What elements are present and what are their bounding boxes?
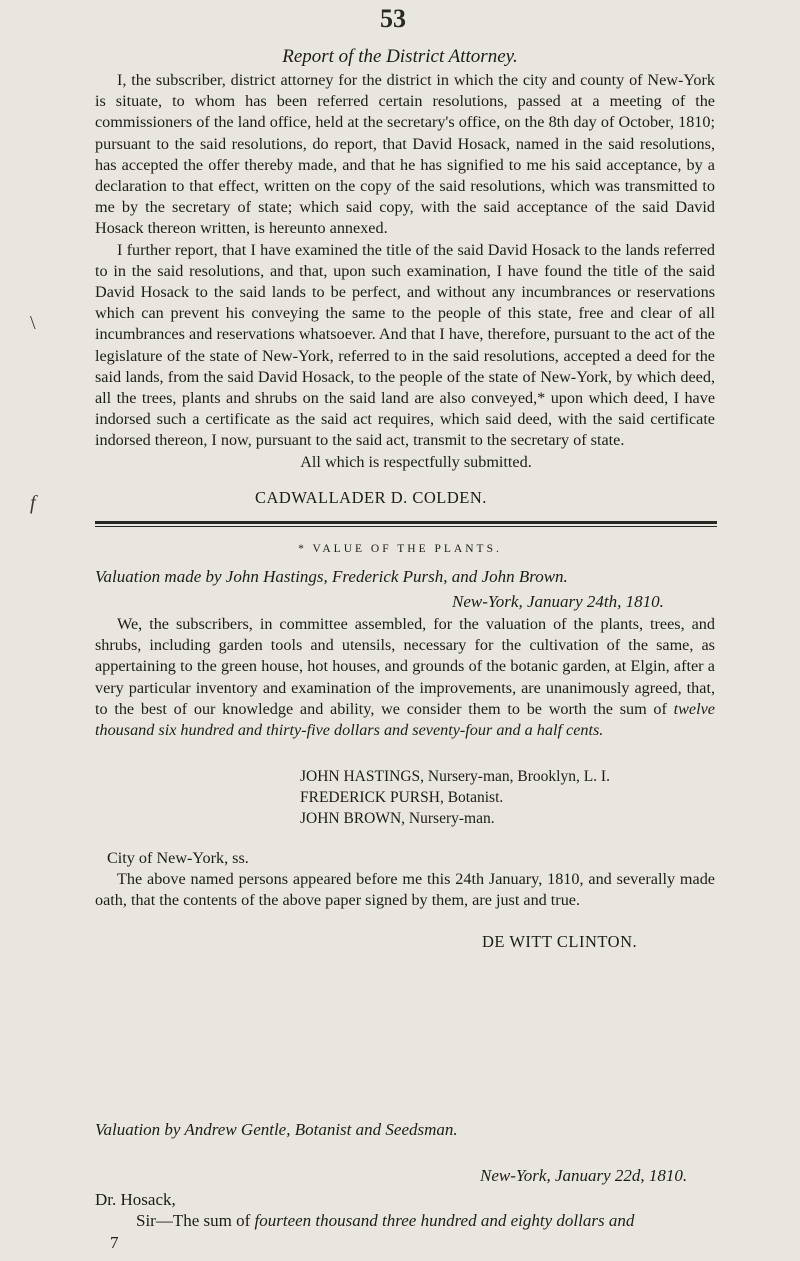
report-heading: Report of the District Attorney. xyxy=(282,46,518,67)
report-paragraph-1: I, the subscriber, district attorney for the district in which the city and county of New-York is situate, to whom has been referred certain resolutions, passed at a meeting of the commissioners of the land office, held at the secretary's office, on the 8th day of October, 1810; pursuant to the said resolutions, do report, that David Hosack, named in the said resolutions, has accepted the offer thereby made, and that he has signified to me his said acceptance, by a declaration to that effect, written on the copy of the said resolutions, which was transmitted to me by the secretary of state; which said copy, with the said acceptance of the said David Hosack thereon written, is hereunto annexed. xyxy=(95,71,715,238)
sir-text: Sir—The sum of xyxy=(136,1211,251,1230)
valuation-1-sum: twelve thousand six hundred and thirty-five dollars and seventy-four and a half cents. xyxy=(95,699,715,740)
valuation-2-title: Valuation by Andrew Gentle, Botanist and Seedsman. xyxy=(95,1120,458,1139)
submission-line: All which is respectfully submitted. xyxy=(300,452,532,471)
report-body xyxy=(95,70,715,473)
salutation: Dr. Hosack, xyxy=(95,1190,176,1209)
report-signature: CADWALLADER D. COLDEN. xyxy=(255,488,487,507)
valuation-2-place: New-York, xyxy=(480,1166,551,1185)
jurat-venue: City of New-York, ss. xyxy=(107,849,249,867)
margin-mark-2: f xyxy=(30,492,36,514)
signer-pursh: FREDERICK PURSH, Botanist. xyxy=(300,789,504,806)
jurat xyxy=(95,848,715,912)
section-divider-thick xyxy=(95,521,717,524)
section-divider-thin xyxy=(95,526,717,527)
jurat-signature: DE WITT CLINTON. xyxy=(482,932,638,951)
valuation-1-body xyxy=(95,614,715,741)
valuation-2-date: January 22d, 1810. xyxy=(554,1166,688,1185)
signer-brown: JOHN BROWN, Nursery-man. xyxy=(300,810,495,827)
footnote-title: * VALUE OF THE PLANTS. xyxy=(298,543,502,555)
valuation-2-sum: fourteen thousand three hundred and eighty dollars and xyxy=(254,1211,635,1230)
page-number: 53 xyxy=(380,4,406,33)
valuation-1-paragraph xyxy=(95,614,715,741)
valuation-1-text: We, the subscribers, in committee assembled, for the valuation of the plants, trees, and shrubs, including garden tools and utensils, necessary for the cultivation of the same, as appertaining to the green house, hot houses, and grounds of the botanic garden, at Elgin, after a very particular inventory and examination of the improvements, are unanimously agreed, that, to the best of our knowledge and ability, we consider them to be worth the sum of xyxy=(95,615,715,718)
report-paragraph-2: I further report, that I have examined the title of the said David Hosack to the lands referred to in the said resolutions, and that, upon such examination, I have found the title of the said David Hosack to the said lands to be perfect, and without any incumbrances or reservations which can prevent his conveying the same to the people of this state, free and clear of all incumbrances and reservations whatsoever. And that I have, therefore, pursuant to the act of the legislature of the state of New-York, referred to in the said resolutions, accepted a deed for the said lands, from the said David Hosack, to the people of the state of New-York, by which deed, all the trees, plants and shrubs on the said land are also conveyed,* upon which deed, I have indorsed such a certificate as the said act requires, which said deed, with the said certificate indorsed thereon, I now, pursuant to the said act, transmit to the secretary of state. xyxy=(95,240,715,450)
valuation-2-sum-line xyxy=(136,1211,634,1231)
signer-hastings: JOHN HASTINGS, Nursery-man, Brooklyn, L. I. xyxy=(300,768,610,785)
valuation-1-date: January 24th, 1810. xyxy=(526,592,664,611)
jurat-text: The above named persons appeared before me this 24th January, 1810, and severally made oath, that the contents of the above paper signed by them, are just and true. xyxy=(95,870,715,910)
valuation-2-dateline xyxy=(480,1166,687,1186)
catchword: 7 xyxy=(110,1233,119,1252)
margin-mark-1: \ xyxy=(30,312,36,334)
valuation-1-dateline xyxy=(452,592,664,612)
valuation-1-place: New-York, xyxy=(452,592,523,611)
valuation-1-title: Valuation made by John Hastings, Frederick Pursh, and John Brown. xyxy=(95,567,568,586)
